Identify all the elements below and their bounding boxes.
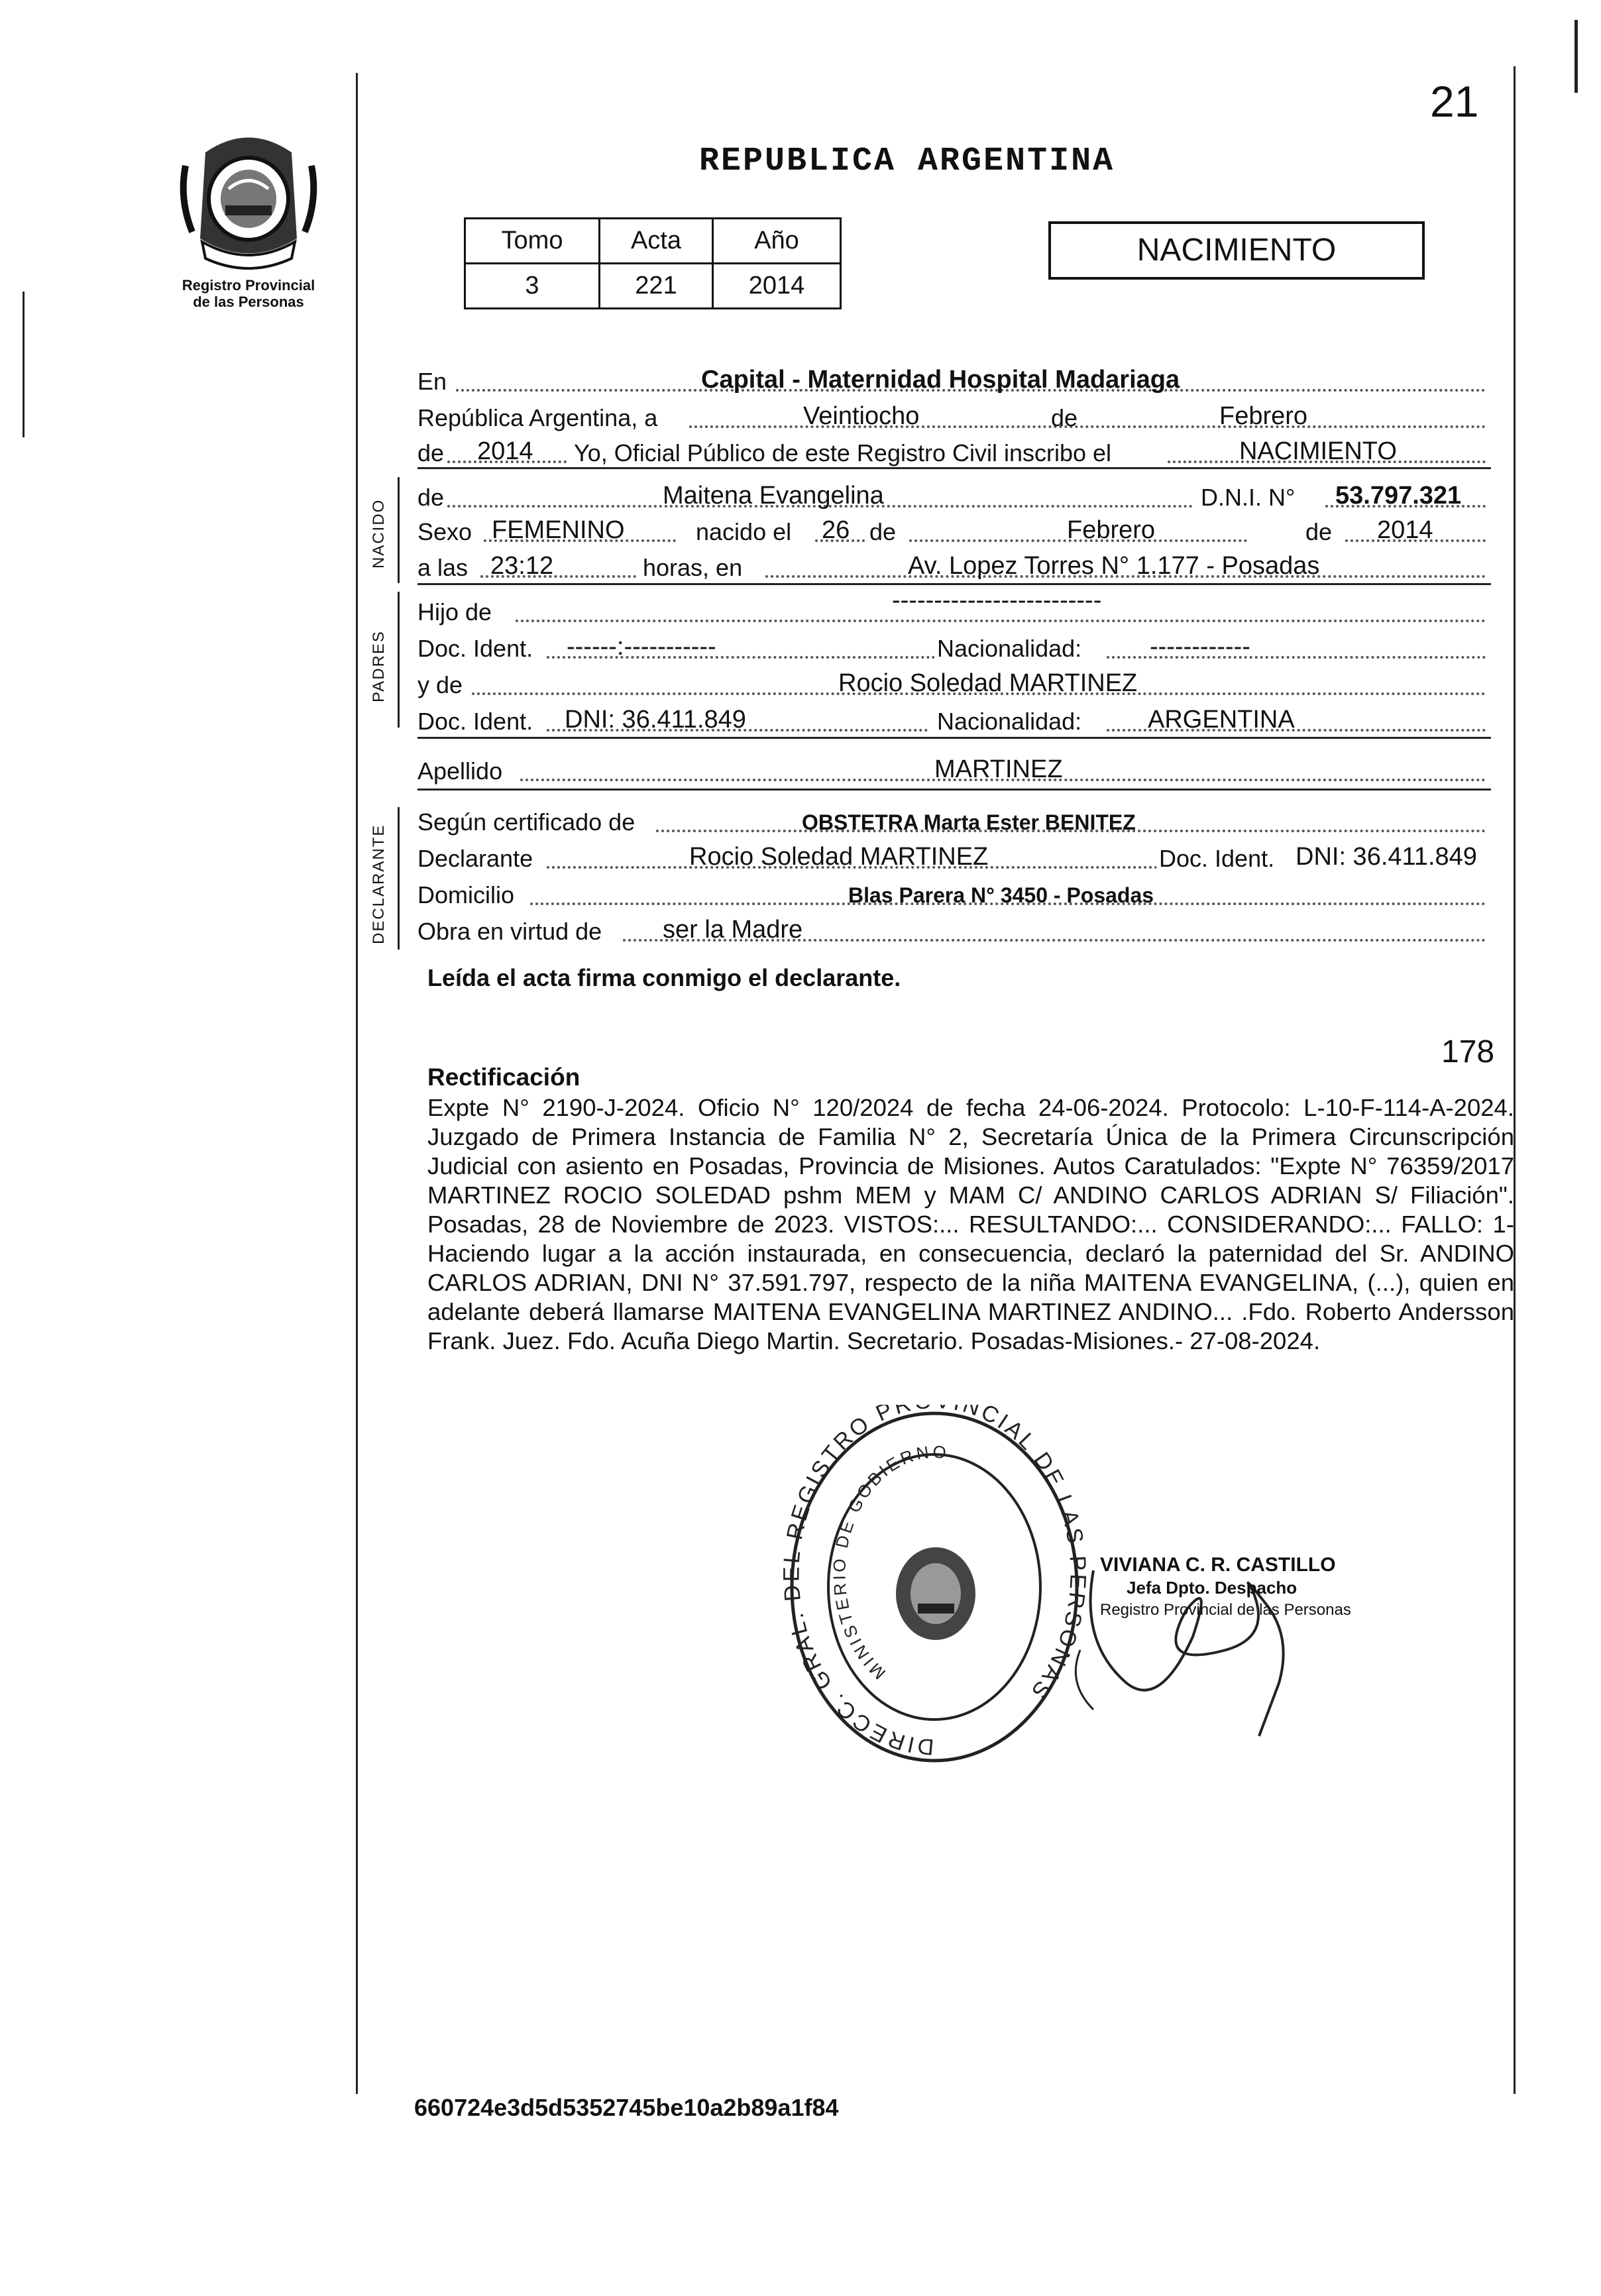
birth-day: 26	[822, 516, 850, 544]
anio-label: Año	[713, 219, 841, 264]
stamp-seal-icon	[782, 1405, 1087, 1776]
alas-label: a las	[417, 554, 469, 581]
father-name: -------------------------	[892, 586, 1102, 614]
cert-value: OBSTETRA Marta Ester BENITEZ	[802, 810, 1136, 834]
year-value: 2014	[477, 437, 533, 465]
signer-block	[1100, 1554, 1351, 1621]
document-hash: 660724e3d5d5352745be10a2b89a1f84	[414, 2094, 839, 2121]
edge-mark-right	[1574, 20, 1578, 93]
row-sexo	[417, 512, 1491, 549]
acta-value: 221	[600, 264, 713, 309]
birth-month: Febrero	[1067, 516, 1156, 544]
tomo-label: Tomo	[465, 219, 600, 264]
left-margin-line	[356, 73, 358, 2094]
declarante-name: Rocio Soledad MARTINEZ	[689, 843, 989, 871]
declarante-doc-label: Doc. Ident.	[1156, 845, 1277, 873]
registry-logo	[179, 126, 318, 278]
month-value: Febrero	[1219, 402, 1308, 430]
child-dni: 53.797.321	[1335, 482, 1462, 510]
row-statement	[417, 433, 1491, 470]
place-value: Capital - Maternidad Hospital Madariaga	[701, 366, 1180, 394]
rectificacion-title: Rectificación	[427, 1064, 580, 1091]
padres-section-label: PADRES	[370, 630, 388, 702]
tomo-value: 3	[465, 264, 600, 309]
row-hijo	[417, 586, 1491, 629]
closing-statement: Leída el acta firma conmigo el declarante.	[427, 964, 901, 991]
anio-value: 2014	[713, 264, 841, 309]
en-label: En	[417, 368, 447, 395]
rectificacion-body: Expte N° 2190-J-2024. Oficio N° 120/2024 de fecha 24-06-2024. Protocolo: L-10-F-114-A-2024. Juzgado de Primera Instancia de Familia N° 2, Secretaría Única de la Primera Circunscripción Judicial con asiento en Posadas, Provincia de Misiones. Autos Caratulados: "Expte N° 76359/2017 MARTINEZ ROCIO SOLEDAD pshm MEM y MAM C/ ANDINO CARLOS ADRIAN S/ Filiación". Posadas, 28 de Noviembre de 2023. VISTOS:... RESULTANDO:... CONSIDERANDO:... FALLO: 1- Haciendo lugar a la acción instaurada, en consecuencia, declaró la paternidad del Sr. ANDINO CARLOS ADRIAN, DNI N° 37.591.797, respecto de la niña MAITENA EVANGELINA, (...), quien en adelante deberá llamarse MAITENA EVANGELINA MARTINEZ ANDINO... .Fdo. Roberto Andersson Frank. Juez. Fdo. Acuña Diego Martin. Secretario. Posadas-Misiones.- 27-08-2024.	[427, 1094, 1514, 1354]
event-value: NACIMIENTO	[1239, 437, 1397, 465]
page-number: 21	[1430, 77, 1479, 126]
dni-label: D.N.I. N°	[1198, 484, 1297, 512]
row-hora	[417, 547, 1491, 584]
nacido-bracket	[398, 477, 400, 583]
domicilio-label: Domicilio	[417, 881, 515, 908]
de-label-2: de	[869, 518, 897, 545]
horas-label: horas, en	[643, 554, 743, 581]
statement-text: Yo, Oficial Público de este Registro Civil inscribo el	[571, 439, 1114, 467]
father-nat-label: Nacionalidad:	[934, 635, 1084, 663]
signature	[1054, 1511, 1385, 1776]
act-type-box: NACIMIENTO	[1048, 221, 1425, 280]
declarante-section-label: DECLARANTE	[370, 824, 388, 944]
signer-office: Registro Provincial de las Personas	[1100, 1601, 1351, 1619]
divider-2	[417, 583, 1491, 585]
day-words: Veintiocho	[803, 402, 920, 430]
row-declarante	[417, 838, 1491, 875]
row-domicilio	[417, 875, 1491, 912]
registry-caption	[156, 277, 341, 310]
yde-label: y de	[417, 671, 463, 698]
apellido-value: MARTINEZ	[934, 755, 1063, 783]
signer-position: Jefa Dpto. Despacho	[1127, 1578, 1297, 1598]
handwritten-signature-icon	[1054, 1511, 1385, 1776]
divider-4	[417, 789, 1491, 791]
birth-time: 23:12	[490, 552, 554, 580]
child-name: Maitena Evangelina	[663, 482, 884, 510]
row-cert	[417, 802, 1491, 839]
row-nacido-name	[417, 477, 1491, 514]
signer-name: VIVIANA C. R. CASTILLO	[1100, 1554, 1336, 1576]
obra-value: ser la Madre	[663, 916, 803, 944]
folio-number: 178	[1441, 1034, 1495, 1069]
row-republica	[417, 398, 1491, 435]
apellido-label: Apellido	[417, 757, 503, 785]
nacido-section-label: NACIDO	[370, 498, 388, 569]
birth-place: Av. Lopez Torres N° 1.177 - Posadas	[908, 552, 1320, 580]
row-apellido	[417, 751, 1491, 788]
mother-name: Rocio Soledad MARTINEZ	[838, 669, 1138, 697]
acta-label: Acta	[600, 219, 713, 264]
birth-year: 2014	[1377, 516, 1433, 544]
republica-label: República Argentina, a	[417, 404, 658, 431]
nacido-de-label: de	[417, 484, 445, 511]
declarante-bracket	[398, 807, 400, 950]
year-prefix: de	[417, 439, 445, 466]
father-nat: ------------	[1150, 633, 1250, 661]
father-doc: ------:-----------	[567, 633, 716, 661]
sexo-value: FEMENINO	[492, 516, 625, 544]
row-mother	[417, 665, 1491, 702]
edge-mark-left	[23, 292, 25, 437]
divider-1	[417, 467, 1491, 469]
row-obra	[417, 911, 1491, 948]
father-doc-label: Doc. Ident.	[417, 635, 533, 662]
stamp-inner-text: MINISTERIO DE GOBIERNO	[829, 1441, 950, 1684]
obra-label: Obra en virtud de	[417, 918, 602, 945]
nacido-el-label: nacido el	[696, 518, 792, 545]
registry-caption-line2: de las Personas	[193, 294, 304, 310]
de-label: de	[1051, 404, 1078, 431]
mother-nat: ARGENTINA	[1148, 706, 1295, 734]
mother-nat-label: Nacionalidad:	[934, 708, 1084, 736]
padres-bracket	[398, 592, 400, 728]
row-father-doc	[417, 628, 1491, 665]
row-mother-doc	[417, 701, 1491, 738]
official-stamp	[782, 1405, 1087, 1776]
divider-3	[417, 737, 1491, 739]
mother-doc-label: Doc. Ident.	[417, 708, 533, 735]
row-en	[417, 361, 1491, 398]
document-title: REPUBLICA ARGENTINA	[699, 142, 1115, 180]
de-label-3: de	[1305, 518, 1333, 545]
registry-caption-line1: Registro Provincial	[182, 277, 315, 294]
sexo-label: Sexo	[417, 518, 472, 545]
right-margin-line	[1514, 66, 1516, 2094]
domicilio-value: Blas Parera N° 3450 - Posadas	[848, 883, 1154, 907]
stamp-outer-text: DIRECC. GRAL. REGISTRO PR NCIAL DE LAS SONAS	[782, 1405, 1087, 1760]
provincial-seal-icon	[179, 126, 318, 278]
registry-table	[464, 217, 842, 309]
declarante-label: Declarante	[417, 845, 533, 872]
cert-label: Según certificado de	[417, 808, 635, 836]
mother-doc: DNI: 36.411.849	[565, 706, 746, 734]
hijo-label: Hijo de	[417, 598, 492, 626]
declarante-doc: DNI: 36.411.849	[1296, 843, 1477, 871]
